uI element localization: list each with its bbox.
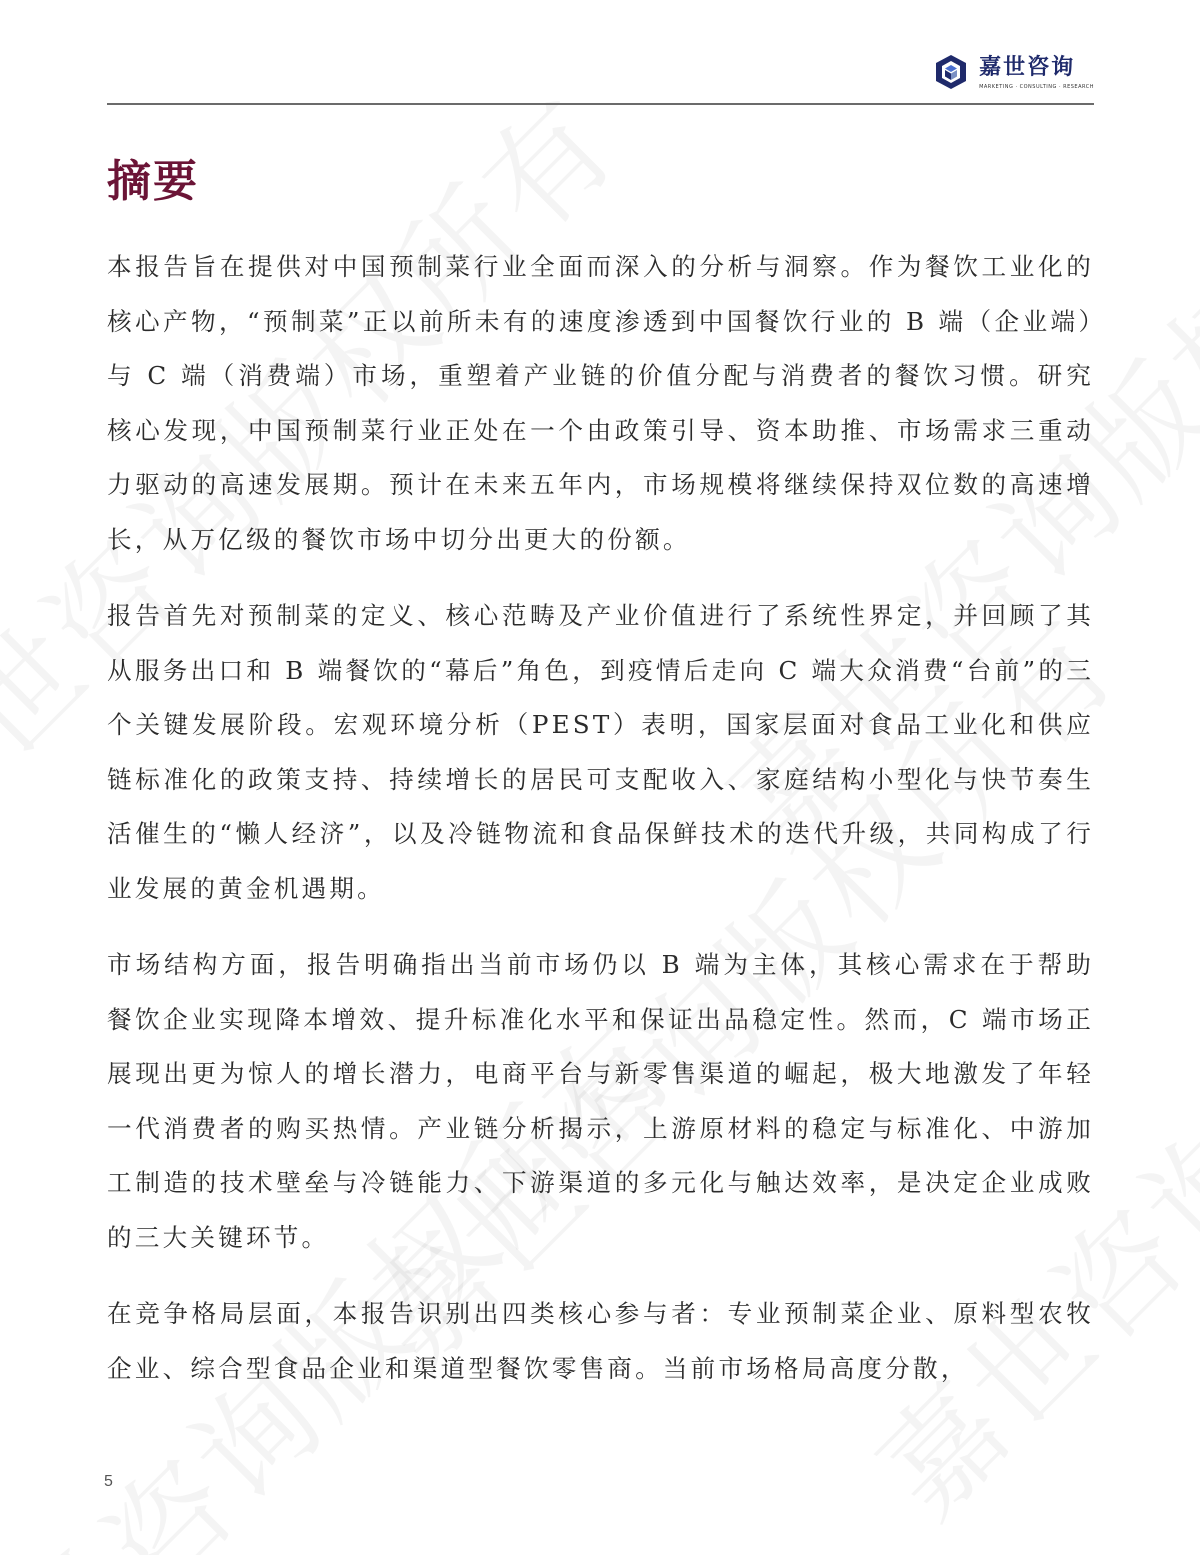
paragraph: 在竞争格局层面，本报告识别出四类核心参与者：专业预制菜企业、原料型农牧企业、综合型食品企业和渠道型餐饮零售商。当前市场格局高度分散， (107, 1299, 1094, 1383)
brand-name: 嘉世咨询 (979, 54, 1076, 80)
brand-tagline: MARKETING · CONSULTING · RESEARCH (979, 83, 1094, 90)
page-header (107, 40, 1094, 106)
paragraph: 市场结构方面，报告明确指出当前市场仍以 B 端为主体，其核心需求在于帮助餐饮企业实现降本增效、提升标准化水平和保证出品稳定性。然而，C 端市场正展现出更为惊人的增长潜力，电商平台与新零售渠道的崛起，极大地激发了年轻一代消费者的购买热情。产业链分析揭示，上游原材料的稳定与标准化、中游加工制造的技术壁垒与冷链能力、下游渠道的多元化与触达效率，是决定企业成败的三大关键环节。 (107, 950, 1094, 1252)
brand-logo (931, 52, 1094, 92)
page-title: 摘要 (107, 156, 199, 207)
jiashi-logo-icon (931, 52, 971, 92)
paragraph: 报告首先对预制菜的定义、核心范畴及产业价值进行了系统性界定，并回顾了其从服务出口和 B 端餐饮的“幕后”角色，到疫情后走向 C 端大众消费“台前”的三个关键发展阶段。宏观环境分析（PEST）表明，国家层面对食品工业化和供应链标准化的政策支持、持续增长的居民可支配收入、家庭结构小型化与快节奏生活催生的“懒人经济”，以及冷链物流和食品保鲜技术的迭代升级，共同构成了行业发展的黄金机遇期。 (107, 601, 1094, 903)
paragraph: 本报告旨在提供对中国预制菜行业全面而深入的分析与洞察。作为餐饮工业化的核心产物，“预制菜”正以前所未有的速度渗透到中国餐饮行业的 B 端（企业端）与 C 端（消费端）市场，重塑着产业链的价值分配与消费者的餐饮习惯。研究核心发现，中国预制菜行业正处在一个由政策引导、资本助推、市场需求三重动力驱动的高速发展期。预计在未来五年内，市场规模将继续保持双位数的高速增长，从万亿级的餐饮市场中切分出更大的份额。 (107, 252, 1094, 554)
abstract-body (107, 240, 1094, 1418)
page-number: 5 (104, 1473, 113, 1490)
header-divider (107, 103, 1094, 105)
